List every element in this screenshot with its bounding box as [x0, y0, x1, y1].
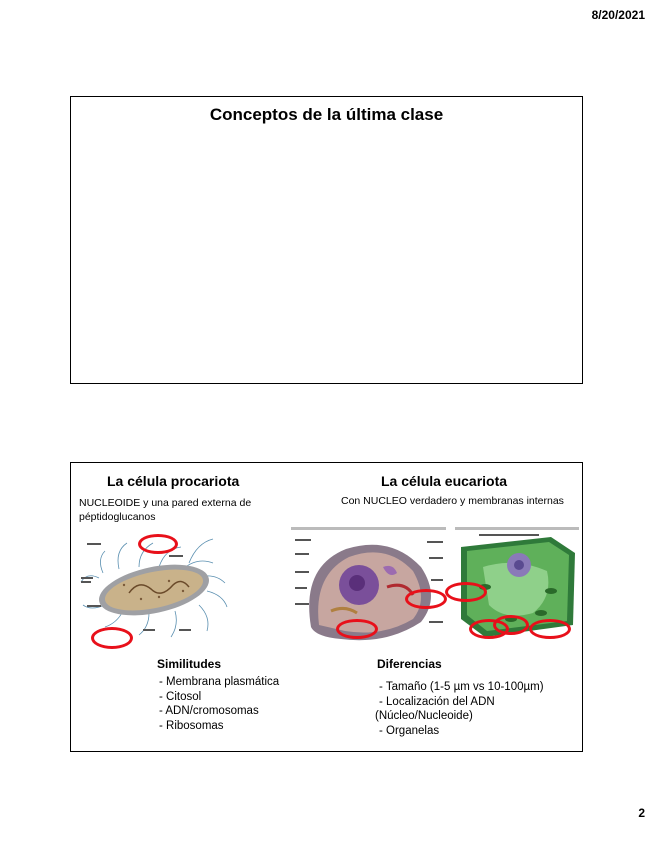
slide-2: [70, 462, 583, 752]
similitudes-title: Similitudes: [157, 657, 222, 671]
prokaryote-subtitle-line2: péptidoglucanos: [79, 511, 156, 523]
list-item: - Localización del ADN: [379, 695, 544, 710]
date-label: 8/20/2021: [591, 8, 645, 22]
eukaryote-subtitle: Con NUCLEO verdadero y membranas internas: [341, 495, 564, 507]
highlight-ring-cell-wall: [138, 534, 178, 554]
diferencias-title: Diferencias: [377, 657, 442, 671]
similitudes-list: [159, 675, 279, 733]
list-item: - Organelas: [379, 724, 544, 739]
highlight-ring-animal-nucleus: [336, 619, 378, 639]
highlight-ring-nucleoid: [91, 627, 133, 649]
prokaryote-title: La célula procariota: [107, 473, 240, 489]
highlight-ring-plant-wall: [529, 619, 571, 639]
highlight-ring-animal-organelle: [405, 589, 447, 609]
diferencias-list: [375, 680, 544, 738]
list-item: - Membrana plasmática: [159, 675, 279, 690]
list-item: - Ribosomas: [159, 719, 279, 734]
prokaryote-subtitle-line1: NUCLEOIDE y una pared externa de: [79, 497, 252, 509]
highlight-ring-plant-chloroplast: [493, 615, 529, 635]
list-item: - Tamaño (1-5 µm vs 10-100µm): [379, 680, 544, 695]
list-item-continuation: (Núcleo/Nucleoide): [375, 710, 473, 722]
page-number: 2: [638, 806, 645, 820]
list-item: - Citosol: [159, 690, 279, 705]
highlight-ring-plant-organelle: [445, 582, 487, 602]
slide-1-title: Conceptos de la última clase: [209, 105, 444, 124]
eukaryote-title: La célula eucariota: [381, 473, 508, 489]
slide-1: [70, 96, 583, 384]
list-item: - ADN/cromosomas: [159, 704, 279, 719]
